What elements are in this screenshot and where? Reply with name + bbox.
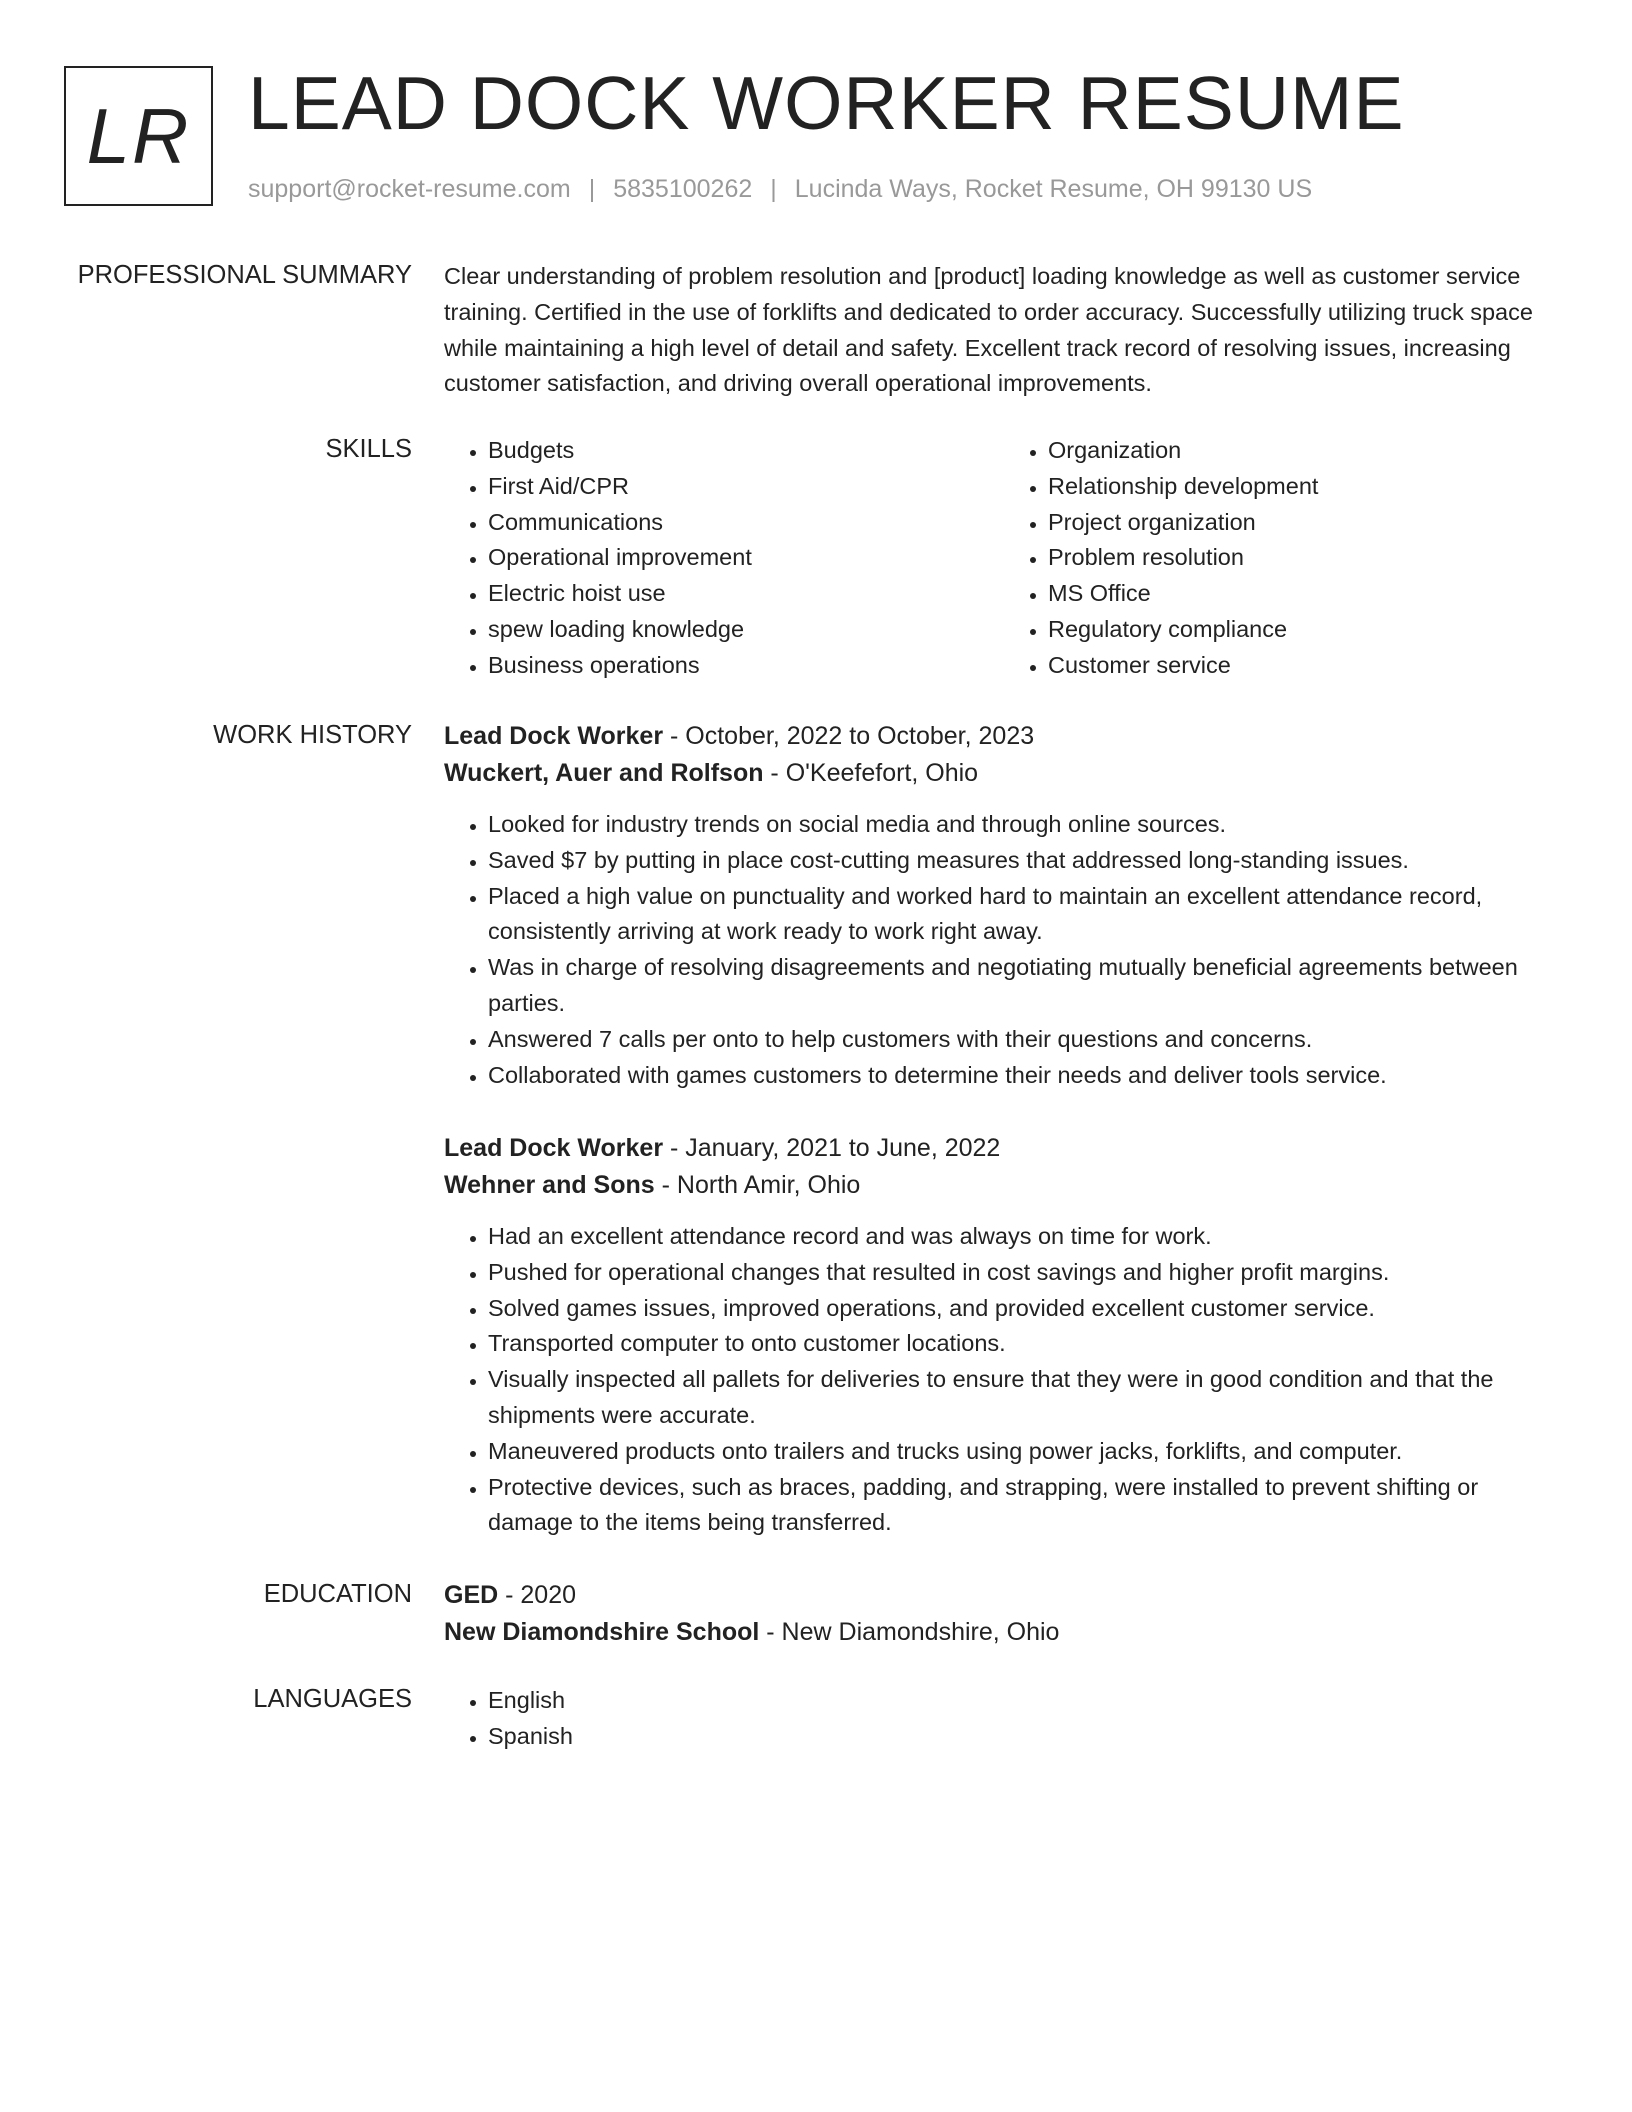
skill-item: • Project organization — [1048, 505, 1564, 541]
job-title-line — [444, 1130, 1564, 1167]
skills-left-column — [444, 433, 1004, 684]
skills-list — [444, 433, 1564, 684]
job-bullet: • Pushed for operational changes that resulted in cost savings and higher profit margins. — [488, 1255, 1564, 1291]
work-history-heading: WORK HISTORY — [213, 721, 412, 749]
skills-right-column — [1004, 433, 1564, 684]
education-school: New Diamondshire School — [444, 1618, 760, 1646]
job-entry — [444, 1130, 1564, 1541]
skill-item: • Electric hoist use — [488, 576, 1004, 612]
skill-item: • spew loading knowledge — [488, 612, 1004, 648]
resume-title: LEAD DOCK WORKER RESUME — [248, 61, 1405, 145]
job-bullet: • Transported computer to onto customer locations. — [488, 1326, 1564, 1362]
job-bullets — [444, 807, 1564, 1093]
skill-item: • Relationship development — [1048, 469, 1564, 505]
skill-item: • MS Office — [1048, 576, 1564, 612]
skill-item: • First Aid/CPR — [488, 469, 1004, 505]
language-item: • English — [488, 1683, 1564, 1719]
job-location: - O'Keefefort, Ohio — [763, 759, 979, 787]
job-company: Wuckert, Auer and Rolfson — [444, 759, 764, 787]
contact-separator: | — [770, 175, 777, 203]
contact-email: support@rocket-resume.com — [248, 175, 571, 203]
job-company-line — [444, 1167, 1564, 1204]
skill-item: • Problem resolution — [1048, 540, 1564, 576]
job-location: - North Amir, Ohio — [654, 1171, 861, 1199]
contact-phone: 5835100262 — [613, 175, 753, 203]
language-item: • Spanish — [488, 1719, 1564, 1755]
job-bullet: • Looked for industry trends on social media and through online sources. — [488, 807, 1564, 843]
job-bullets — [444, 1219, 1564, 1541]
job-bullet: • Answered 7 calls per onto to help customers with their questions and concerns. — [488, 1022, 1564, 1058]
job-company-line — [444, 755, 1564, 792]
education-year: - 2020 — [498, 1581, 577, 1609]
languages-list — [444, 1683, 1564, 1755]
job-bullet: • Visually inspected all pallets for deliveries to ensure that they were in good condition and that the shipments were accurate. — [488, 1362, 1564, 1434]
monogram-logo: LR — [64, 66, 213, 206]
skill-item: • Regulatory compliance — [1048, 612, 1564, 648]
skill-item: • Communications — [488, 505, 1004, 541]
job-dates: - October, 2022 to October, 2023 — [663, 722, 1035, 750]
job-bullet: • Protective devices, such as braces, padding, and strapping, were installed to prevent shifting or damage to the items being transferred. — [488, 1470, 1564, 1542]
skill-item: • Operational improvement — [488, 540, 1004, 576]
contact-separator: | — [588, 175, 596, 203]
skill-item: • Organization — [1048, 433, 1564, 469]
job-title: Lead Dock Worker — [444, 722, 664, 750]
job-bullet: • Had an excellent attendance record and was always on time for work. — [488, 1219, 1564, 1255]
job-entry — [444, 718, 1564, 1093]
skill-item: • Budgets — [488, 433, 1004, 469]
job-bullet: • Collaborated with games customers to determine their needs and deliver tools service. — [488, 1058, 1564, 1094]
skill-item: • Business operations — [488, 648, 1004, 684]
job-bullet: • Solved games issues, improved operations, and provided excellent customer service. — [488, 1291, 1564, 1327]
summary-text: Clear understanding of problem resolution and [product] loading knowledge as well as customer service training. Certified in the use of forklifts and dedicated to order accuracy. Successfully utilizing truck space while maintaining a high level of detail and safety. Excellent track record of resolving issues, increasing customer satisfaction, and driving overall operational improvements. — [444, 263, 1533, 397]
education-heading: EDUCATION — [263, 1580, 412, 1608]
skills-heading: SKILLS — [325, 435, 412, 463]
languages-heading: LANGUAGES — [253, 1685, 412, 1713]
job-bullet: • Was in charge of resolving disagreements and negotiating mutually beneficial agreements between parties. — [488, 950, 1564, 1022]
education-entry — [444, 1577, 1564, 1651]
job-bullet: • Saved $7 by putting in place cost-cutting measures that addressed long-standing issues. — [488, 843, 1564, 879]
education-location: - New Diamondshire, Ohio — [759, 1618, 1060, 1646]
education-school-line — [444, 1614, 1564, 1651]
education-degree-line — [444, 1577, 1564, 1614]
contact-line — [248, 174, 1312, 204]
contact-address: Lucinda Ways, Rocket Resume, OH 99130 US — [794, 175, 1313, 203]
job-title-line — [444, 718, 1564, 755]
skill-item: • Customer service — [1048, 648, 1564, 684]
job-bullet: • Placed a high value on punctuality and worked hard to maintain an excellent attendance record, consistently arriving at work ready to work right away. — [488, 879, 1564, 951]
job-bullet: • Maneuvered products onto trailers and trucks using power jacks, forklifts, and computer. — [488, 1434, 1564, 1470]
languages-items — [444, 1683, 1564, 1755]
job-company: Wehner and Sons — [444, 1171, 655, 1199]
job-title: Lead Dock Worker — [444, 1134, 664, 1162]
summary-heading: PROFESSIONAL SUMMARY — [77, 261, 412, 289]
job-dates: - January, 2021 to June, 2022 — [663, 1134, 1001, 1162]
education-degree: GED — [444, 1581, 499, 1609]
